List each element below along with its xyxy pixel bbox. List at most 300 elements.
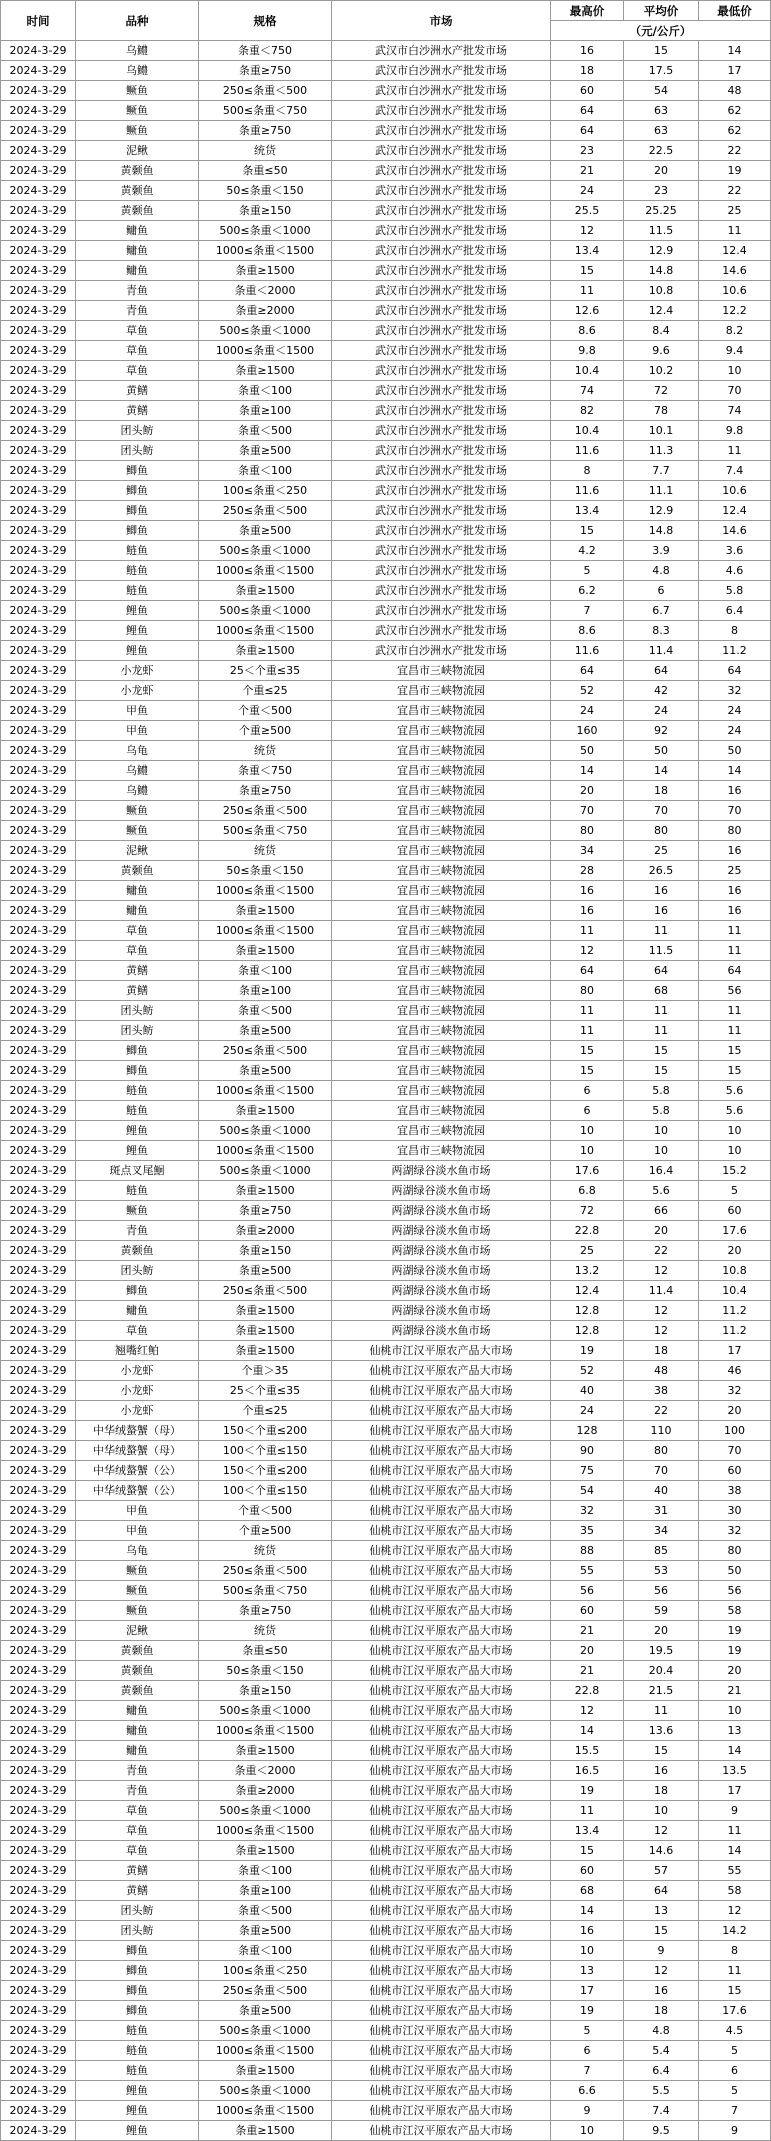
table-body	[1, 41, 771, 2141]
cell-min: 10	[699, 1121, 771, 1141]
cell-min: 10.4	[699, 1281, 771, 1301]
cell-date: 2024-3-29	[1, 1141, 76, 1161]
cell-spec: 条重≥500	[199, 1921, 332, 1941]
cell-avg: 26.5	[624, 861, 699, 881]
table-row	[1, 1221, 771, 1241]
cell-max: 40	[551, 1381, 624, 1401]
cell-min: 12.4	[699, 241, 771, 261]
header-date: 时间	[1, 1, 76, 41]
table-row	[1, 1341, 771, 1361]
cell-max: 13.4	[551, 501, 624, 521]
table-row	[1, 1001, 771, 1021]
cell-variety: 青鱼	[76, 1761, 199, 1781]
cell-market: 武汉市白沙洲水产批发市场	[332, 281, 551, 301]
cell-max: 64	[551, 121, 624, 141]
cell-date: 2024-3-29	[1, 681, 76, 701]
cell-max: 11.6	[551, 441, 624, 461]
table-row	[1, 201, 771, 221]
cell-variety: 鲫鱼	[76, 1041, 199, 1061]
table-row	[1, 101, 771, 121]
cell-date: 2024-3-29	[1, 1281, 76, 1301]
cell-min: 16	[699, 901, 771, 921]
cell-spec: 条重≥1500	[199, 581, 332, 601]
cell-market: 武汉市白沙洲水产批发市场	[332, 241, 551, 261]
cell-market: 武汉市白沙洲水产批发市场	[332, 501, 551, 521]
cell-date: 2024-3-29	[1, 1021, 76, 1041]
cell-avg: 9	[624, 1941, 699, 1961]
cell-variety: 鳙鱼	[76, 1721, 199, 1741]
cell-spec: 100＜个重≤150	[199, 1441, 332, 1461]
cell-spec: 500≤条重＜750	[199, 101, 332, 121]
cell-date: 2024-3-29	[1, 2061, 76, 2081]
cell-avg: 10.8	[624, 281, 699, 301]
cell-min: 14	[699, 1741, 771, 1761]
cell-date: 2024-3-29	[1, 1341, 76, 1361]
cell-spec: 500≤条重＜750	[199, 821, 332, 841]
cell-spec: 条重≥100	[199, 401, 332, 421]
cell-market: 宜昌市三峡物流园	[332, 701, 551, 721]
cell-avg: 7.7	[624, 461, 699, 481]
table-row	[1, 1821, 771, 1841]
cell-max: 128	[551, 1421, 624, 1441]
table-row	[1, 901, 771, 921]
cell-max: 15	[551, 1841, 624, 1861]
cell-min: 25	[699, 201, 771, 221]
cell-avg: 15	[624, 1041, 699, 1061]
cell-variety: 翘嘴红鲌	[76, 1341, 199, 1361]
table-row	[1, 1801, 771, 1821]
cell-date: 2024-3-29	[1, 221, 76, 241]
table-row	[1, 821, 771, 841]
cell-min: 7	[699, 2101, 771, 2121]
cell-avg: 16	[624, 881, 699, 901]
cell-min: 14.2	[699, 1921, 771, 1941]
cell-date: 2024-3-29	[1, 1841, 76, 1861]
table-row	[1, 1841, 771, 1861]
table-row	[1, 1441, 771, 1461]
cell-variety: 团头鲂	[76, 1901, 199, 1921]
cell-min: 50	[699, 1561, 771, 1581]
cell-spec: 500≤条重＜1000	[199, 601, 332, 621]
table-row	[1, 81, 771, 101]
cell-max: 10.4	[551, 421, 624, 441]
cell-variety: 小龙虾	[76, 661, 199, 681]
cell-max: 5	[551, 561, 624, 581]
cell-market: 仙桃市江汉平原农产品大市场	[332, 1421, 551, 1441]
cell-market: 武汉市白沙洲水产批发市场	[332, 541, 551, 561]
cell-max: 82	[551, 401, 624, 421]
cell-min: 9	[699, 2121, 771, 2141]
table-row	[1, 141, 771, 161]
cell-max: 7	[551, 2061, 624, 2081]
cell-market: 武汉市白沙洲水产批发市场	[332, 441, 551, 461]
cell-min: 9	[699, 1801, 771, 1821]
cell-market: 宜昌市三峡物流园	[332, 921, 551, 941]
cell-avg: 20.4	[624, 1661, 699, 1681]
table-row	[1, 341, 771, 361]
cell-min: 17	[699, 61, 771, 81]
cell-min: 6	[699, 2061, 771, 2081]
cell-date: 2024-3-29	[1, 1001, 76, 1021]
cell-min: 80	[699, 1541, 771, 1561]
cell-min: 56	[699, 981, 771, 1001]
cell-date: 2024-3-29	[1, 601, 76, 621]
cell-spec: 条重≥1500	[199, 361, 332, 381]
cell-min: 38	[699, 1481, 771, 1501]
cell-date: 2024-3-29	[1, 1381, 76, 1401]
table-row	[1, 921, 771, 941]
cell-min: 11	[699, 941, 771, 961]
cell-date: 2024-3-29	[1, 2041, 76, 2061]
cell-avg: 64	[624, 961, 699, 981]
cell-variety: 鲤鱼	[76, 621, 199, 641]
cell-max: 9.8	[551, 341, 624, 361]
cell-market: 仙桃市江汉平原农产品大市场	[332, 1461, 551, 1481]
cell-date: 2024-3-29	[1, 301, 76, 321]
cell-variety: 鲫鱼	[76, 501, 199, 521]
cell-avg: 14	[624, 761, 699, 781]
cell-min: 19	[699, 1621, 771, 1641]
table-row	[1, 841, 771, 861]
table-row	[1, 1861, 771, 1881]
table-row	[1, 401, 771, 421]
cell-variety: 草鱼	[76, 1821, 199, 1841]
cell-spec: 500≤条重＜1000	[199, 1161, 332, 1181]
cell-date: 2024-3-29	[1, 1521, 76, 1541]
cell-date: 2024-3-29	[1, 1361, 76, 1381]
cell-date: 2024-3-29	[1, 1701, 76, 1721]
cell-max: 13.4	[551, 241, 624, 261]
cell-date: 2024-3-29	[1, 941, 76, 961]
cell-min: 11	[699, 1961, 771, 1981]
cell-date: 2024-3-29	[1, 201, 76, 221]
cell-market: 仙桃市江汉平原农产品大市场	[332, 1701, 551, 1721]
cell-min: 9.8	[699, 421, 771, 441]
cell-market: 宜昌市三峡物流园	[332, 941, 551, 961]
cell-market: 宜昌市三峡物流园	[332, 1021, 551, 1041]
cell-market: 仙桃市江汉平原农产品大市场	[332, 2001, 551, 2021]
table-row	[1, 1881, 771, 1901]
cell-market: 武汉市白沙洲水产批发市场	[332, 121, 551, 141]
cell-date: 2024-3-29	[1, 821, 76, 841]
cell-max: 17.6	[551, 1161, 624, 1181]
cell-spec: 条重＜100	[199, 1861, 332, 1881]
table-row	[1, 621, 771, 641]
cell-avg: 15	[624, 1921, 699, 1941]
cell-variety: 鲫鱼	[76, 1061, 199, 1081]
cell-spec: 条重≥1500	[199, 641, 332, 661]
cell-spec: 条重≥1500	[199, 2121, 332, 2141]
cell-min: 14.6	[699, 261, 771, 281]
cell-variety: 甲鱼	[76, 701, 199, 721]
cell-variety: 鲫鱼	[76, 481, 199, 501]
cell-market: 仙桃市江汉平原农产品大市场	[332, 2021, 551, 2041]
cell-market: 仙桃市江汉平原农产品大市场	[332, 1401, 551, 1421]
table-row	[1, 1581, 771, 1601]
cell-min: 14	[699, 1841, 771, 1861]
cell-spec: 50≤条重＜150	[199, 861, 332, 881]
cell-spec: 25＜个重≤35	[199, 1381, 332, 1401]
cell-date: 2024-3-29	[1, 341, 76, 361]
table-row	[1, 541, 771, 561]
cell-min: 22	[699, 181, 771, 201]
cell-market: 宜昌市三峡物流园	[332, 901, 551, 921]
cell-market: 仙桃市江汉平原农产品大市场	[332, 1481, 551, 1501]
cell-max: 10	[551, 1121, 624, 1141]
cell-market: 武汉市白沙洲水产批发市场	[332, 341, 551, 361]
cell-max: 24	[551, 1401, 624, 1421]
table-row	[1, 1721, 771, 1741]
cell-max: 12.8	[551, 1321, 624, 1341]
cell-max: 72	[551, 1201, 624, 1221]
table-row	[1, 1601, 771, 1621]
table-row	[1, 661, 771, 681]
cell-variety: 鳜鱼	[76, 1601, 199, 1621]
cell-spec: 150＜个重≤200	[199, 1421, 332, 1441]
cell-spec: 条重≥750	[199, 1601, 332, 1621]
cell-date: 2024-3-29	[1, 1101, 76, 1121]
table-row	[1, 1961, 771, 1981]
table-row	[1, 2081, 771, 2101]
cell-variety: 中华绒螯蟹（公）	[76, 1481, 199, 1501]
cell-spec: 条重≥1500	[199, 901, 332, 921]
cell-variety: 小龙虾	[76, 1381, 199, 1401]
cell-date: 2024-3-29	[1, 1401, 76, 1421]
cell-date: 2024-3-29	[1, 481, 76, 501]
cell-market: 仙桃市江汉平原农产品大市场	[332, 2101, 551, 2121]
cell-market: 仙桃市江汉平原农产品大市场	[332, 2041, 551, 2061]
cell-market: 仙桃市江汉平原农产品大市场	[332, 1781, 551, 1801]
cell-spec: 50≤条重＜150	[199, 1661, 332, 1681]
cell-avg: 4.8	[624, 2021, 699, 2041]
cell-date: 2024-3-29	[1, 101, 76, 121]
cell-variety: 鳜鱼	[76, 801, 199, 821]
cell-market: 武汉市白沙洲水产批发市场	[332, 61, 551, 81]
cell-date: 2024-3-29	[1, 641, 76, 661]
table-row	[1, 681, 771, 701]
cell-date: 2024-3-29	[1, 461, 76, 481]
cell-variety: 鲤鱼	[76, 601, 199, 621]
cell-avg: 22	[624, 1401, 699, 1421]
cell-avg: 13.6	[624, 1721, 699, 1741]
cell-date: 2024-3-29	[1, 1881, 76, 1901]
cell-variety: 乌鳢	[76, 61, 199, 81]
cell-date: 2024-3-29	[1, 1481, 76, 1501]
cell-variety: 乌龟	[76, 1541, 199, 1561]
cell-spec: 条重≥500	[199, 2001, 332, 2021]
cell-spec: 条重≥150	[199, 1241, 332, 1261]
cell-avg: 68	[624, 981, 699, 1001]
cell-max: 18	[551, 61, 624, 81]
cell-spec: 条重≤50	[199, 161, 332, 181]
cell-variety: 乌龟	[76, 741, 199, 761]
cell-spec: 个重≥500	[199, 721, 332, 741]
cell-max: 24	[551, 701, 624, 721]
cell-market: 武汉市白沙洲水产批发市场	[332, 181, 551, 201]
header-variety: 品种	[76, 1, 199, 41]
cell-market: 两湖绿谷淡水鱼市场	[332, 1321, 551, 1341]
cell-variety: 黄鳝	[76, 961, 199, 981]
cell-date: 2024-3-29	[1, 1921, 76, 1941]
table-row	[1, 1181, 771, 1201]
cell-variety: 黄颡鱼	[76, 1681, 199, 1701]
cell-max: 16	[551, 41, 624, 61]
cell-avg: 10	[624, 1801, 699, 1821]
table-row	[1, 281, 771, 301]
cell-spec: 250≤条重＜500	[199, 1281, 332, 1301]
cell-max: 21	[551, 1661, 624, 1681]
cell-spec: 250≤条重＜500	[199, 801, 332, 821]
cell-spec: 条重＜2000	[199, 281, 332, 301]
cell-max: 17	[551, 1981, 624, 2001]
cell-market: 仙桃市江汉平原农产品大市场	[332, 2121, 551, 2141]
cell-avg: 11.4	[624, 1281, 699, 1301]
cell-date: 2024-3-29	[1, 1781, 76, 1801]
cell-market: 武汉市白沙洲水产批发市场	[332, 201, 551, 221]
table-row	[1, 1041, 771, 1061]
cell-spec: 条重＜500	[199, 1001, 332, 1021]
cell-avg: 78	[624, 401, 699, 421]
cell-avg: 110	[624, 1421, 699, 1441]
cell-max: 10	[551, 1141, 624, 1161]
cell-max: 160	[551, 721, 624, 741]
table-row	[1, 1241, 771, 1261]
cell-variety: 小龙虾	[76, 1361, 199, 1381]
cell-variety: 鳙鱼	[76, 901, 199, 921]
cell-date: 2024-3-29	[1, 441, 76, 461]
cell-max: 64	[551, 661, 624, 681]
cell-date: 2024-3-29	[1, 581, 76, 601]
cell-spec: 25＜个重≤35	[199, 661, 332, 681]
cell-market: 宜昌市三峡物流园	[332, 1141, 551, 1161]
cell-max: 12	[551, 1701, 624, 1721]
cell-avg: 11.3	[624, 441, 699, 461]
cell-spec: 条重≥1500	[199, 261, 332, 281]
cell-min: 4.6	[699, 561, 771, 581]
cell-date: 2024-3-29	[1, 2101, 76, 2121]
cell-date: 2024-3-29	[1, 421, 76, 441]
cell-market: 仙桃市江汉平原农产品大市场	[332, 1881, 551, 1901]
cell-market: 仙桃市江汉平原农产品大市场	[332, 1681, 551, 1701]
cell-variety: 青鱼	[76, 1781, 199, 1801]
cell-date: 2024-3-29	[1, 781, 76, 801]
cell-variety: 鲢鱼	[76, 581, 199, 601]
cell-date: 2024-3-29	[1, 181, 76, 201]
cell-avg: 25.25	[624, 201, 699, 221]
table-row	[1, 961, 771, 981]
table-row	[1, 221, 771, 241]
cell-variety: 乌鳢	[76, 41, 199, 61]
cell-variety: 黄鳝	[76, 381, 199, 401]
cell-market: 仙桃市江汉平原农产品大市场	[332, 1921, 551, 1941]
cell-spec: 条重≥1500	[199, 1301, 332, 1321]
cell-min: 20	[699, 1661, 771, 1681]
cell-variety: 乌鳢	[76, 781, 199, 801]
cell-min: 13	[699, 1721, 771, 1741]
cell-variety: 鲢鱼	[76, 2021, 199, 2041]
cell-market: 仙桃市江汉平原农产品大市场	[332, 1521, 551, 1541]
cell-max: 60	[551, 1601, 624, 1621]
cell-market: 武汉市白沙洲水产批发市场	[332, 601, 551, 621]
cell-max: 10	[551, 1941, 624, 1961]
cell-avg: 11	[624, 1021, 699, 1041]
cell-spec: 条重＜100	[199, 1941, 332, 1961]
cell-min: 50	[699, 741, 771, 761]
cell-avg: 16	[624, 1981, 699, 2001]
cell-max: 12.4	[551, 1281, 624, 1301]
cell-min: 5.6	[699, 1081, 771, 1101]
cell-min: 5.8	[699, 581, 771, 601]
cell-min: 14	[699, 41, 771, 61]
cell-variety: 小龙虾	[76, 1401, 199, 1421]
cell-spec: 条重≥1500	[199, 2061, 332, 2081]
cell-avg: 64	[624, 1881, 699, 1901]
table-row	[1, 2061, 771, 2081]
cell-min: 5	[699, 2081, 771, 2101]
cell-min: 48	[699, 81, 771, 101]
cell-variety: 中华绒螯蟹（公）	[76, 1461, 199, 1481]
cell-spec: 条重≥1500	[199, 1101, 332, 1121]
table-row	[1, 301, 771, 321]
cell-variety: 团头鲂	[76, 1921, 199, 1941]
cell-variety: 鲢鱼	[76, 541, 199, 561]
cell-date: 2024-3-29	[1, 721, 76, 741]
cell-min: 21	[699, 1681, 771, 1701]
cell-date: 2024-3-29	[1, 901, 76, 921]
cell-max: 22.8	[551, 1221, 624, 1241]
cell-min: 22	[699, 141, 771, 161]
table-row	[1, 1121, 771, 1141]
cell-market: 武汉市白沙洲水产批发市场	[332, 561, 551, 581]
cell-spec: 500≤条重＜1000	[199, 1121, 332, 1141]
table-row	[1, 1541, 771, 1561]
cell-spec: 100≤条重＜250	[199, 1961, 332, 1981]
cell-date: 2024-3-29	[1, 701, 76, 721]
cell-market: 武汉市白沙洲水产批发市场	[332, 581, 551, 601]
cell-variety: 鲤鱼	[76, 2081, 199, 2101]
cell-market: 两湖绿谷淡水鱼市场	[332, 1221, 551, 1241]
cell-market: 武汉市白沙洲水产批发市场	[332, 481, 551, 501]
cell-avg: 21.5	[624, 1681, 699, 1701]
cell-max: 24	[551, 181, 624, 201]
cell-avg: 20	[624, 1621, 699, 1641]
cell-max: 20	[551, 781, 624, 801]
cell-max: 20	[551, 1641, 624, 1661]
cell-date: 2024-3-29	[1, 1661, 76, 1681]
cell-date: 2024-3-29	[1, 361, 76, 381]
cell-variety: 黄颡鱼	[76, 181, 199, 201]
cell-max: 70	[551, 801, 624, 821]
cell-market: 两湖绿谷淡水鱼市场	[332, 1181, 551, 1201]
table-row	[1, 1741, 771, 1761]
cell-market: 宜昌市三峡物流园	[332, 1061, 551, 1081]
cell-max: 13	[551, 1961, 624, 1981]
cell-avg: 80	[624, 1441, 699, 1461]
cell-spec: 1000≤条重＜1500	[199, 1821, 332, 1841]
cell-avg: 12	[624, 1301, 699, 1321]
cell-min: 74	[699, 401, 771, 421]
cell-variety: 鲫鱼	[76, 1941, 199, 1961]
cell-date: 2024-3-29	[1, 2001, 76, 2021]
cell-date: 2024-3-29	[1, 1941, 76, 1961]
cell-date: 2024-3-29	[1, 961, 76, 981]
cell-avg: 34	[624, 1521, 699, 1541]
cell-date: 2024-3-29	[1, 1461, 76, 1481]
cell-max: 8.6	[551, 621, 624, 641]
cell-variety: 甲鱼	[76, 721, 199, 741]
cell-date: 2024-3-29	[1, 1581, 76, 1601]
cell-variety: 草鱼	[76, 1321, 199, 1341]
